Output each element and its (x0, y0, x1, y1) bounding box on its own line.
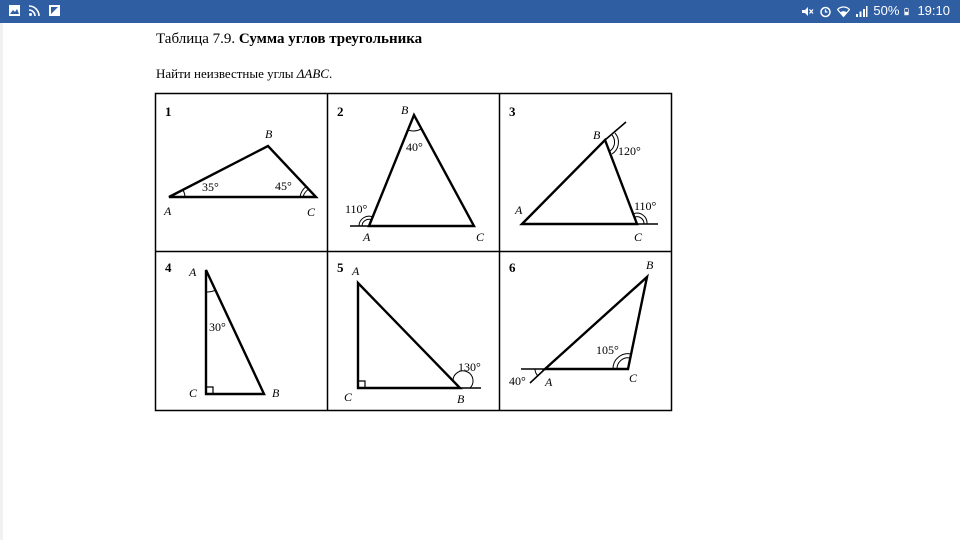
alarm-icon (819, 5, 832, 18)
vertex-label-a: A (352, 264, 360, 278)
vertex-label-a: A (164, 204, 172, 218)
battery-icon (904, 5, 912, 18)
cast-icon (28, 4, 41, 17)
vertex-label-b: B (401, 103, 409, 117)
cell-2 (337, 103, 485, 244)
page-title (156, 31, 422, 48)
triangle (169, 146, 316, 197)
vertex-label-c: C (476, 230, 485, 244)
angle-label: 130° (458, 360, 481, 374)
triangles-table (154, 92, 674, 414)
title-bold: Сумма углов треугольника (238, 31, 423, 47)
angle-label: 45° (275, 179, 292, 193)
clock: 19:10 (917, 3, 950, 18)
status-right-icons (801, 3, 950, 19)
angle-arc (535, 369, 538, 376)
vertex-label-b: B (265, 127, 273, 141)
cell-number: 3 (509, 104, 516, 119)
status-bar (0, 0, 960, 23)
angle-arc (408, 129, 421, 131)
wifi-icon (837, 5, 850, 18)
angle-arc (206, 290, 216, 292)
image-icon (8, 4, 21, 17)
angle-label: 120° (618, 144, 641, 158)
angle-label: 110° (345, 202, 368, 216)
vertex-label-a: A (515, 203, 523, 217)
cell-4 (165, 260, 280, 400)
vertex-label-b: B (646, 258, 654, 272)
signal-icon (855, 5, 868, 18)
vertex-label-b: B (593, 128, 601, 142)
cell-3 (509, 104, 658, 244)
cell-number: 1 (165, 104, 172, 119)
vertex-label-a: A (545, 375, 553, 389)
page-edge (0, 23, 3, 540)
angle-label: 35° (202, 180, 219, 194)
title-prefix: Таблица 7.9. (156, 31, 236, 47)
subtitle-text: Найти неизвестные углы (156, 66, 297, 81)
cell-number: 4 (165, 260, 172, 275)
angle-label: 40° (406, 140, 423, 154)
vertex-label-a: A (363, 230, 371, 244)
cell-5 (337, 260, 481, 406)
angle-label: 105° (596, 343, 619, 357)
cell-number: 6 (509, 260, 516, 275)
cell-number: 5 (337, 260, 344, 275)
cell-number: 2 (337, 104, 344, 119)
angle-label: 40° (509, 374, 526, 388)
vertex-label-c: C (629, 371, 638, 385)
triangle (369, 115, 474, 226)
triangle (358, 283, 460, 388)
vertex-label-a: A (189, 265, 197, 279)
cell-6 (509, 258, 654, 389)
mute-icon (801, 5, 814, 18)
angle-arc (610, 135, 615, 151)
angle-label: 110° (634, 199, 657, 213)
cell-1 (163, 104, 316, 219)
vertex-label-c: C (189, 386, 198, 400)
photo-icon (48, 4, 61, 17)
subtitle-end: . (328, 66, 333, 81)
vertex-label-b: B (457, 392, 465, 406)
status-left-icons (8, 4, 61, 17)
subtitle-triangle: ΔABC (296, 66, 329, 81)
angle-label: 30° (209, 320, 226, 334)
extension-line (605, 122, 626, 140)
vertex-label-c: C (344, 390, 353, 404)
battery-percent: 50% (873, 3, 900, 18)
vertex-label-b: B (272, 386, 280, 400)
vertex-label-c: C (634, 230, 643, 244)
page-subtitle (156, 66, 332, 82)
vertex-label-c: C (307, 205, 316, 219)
